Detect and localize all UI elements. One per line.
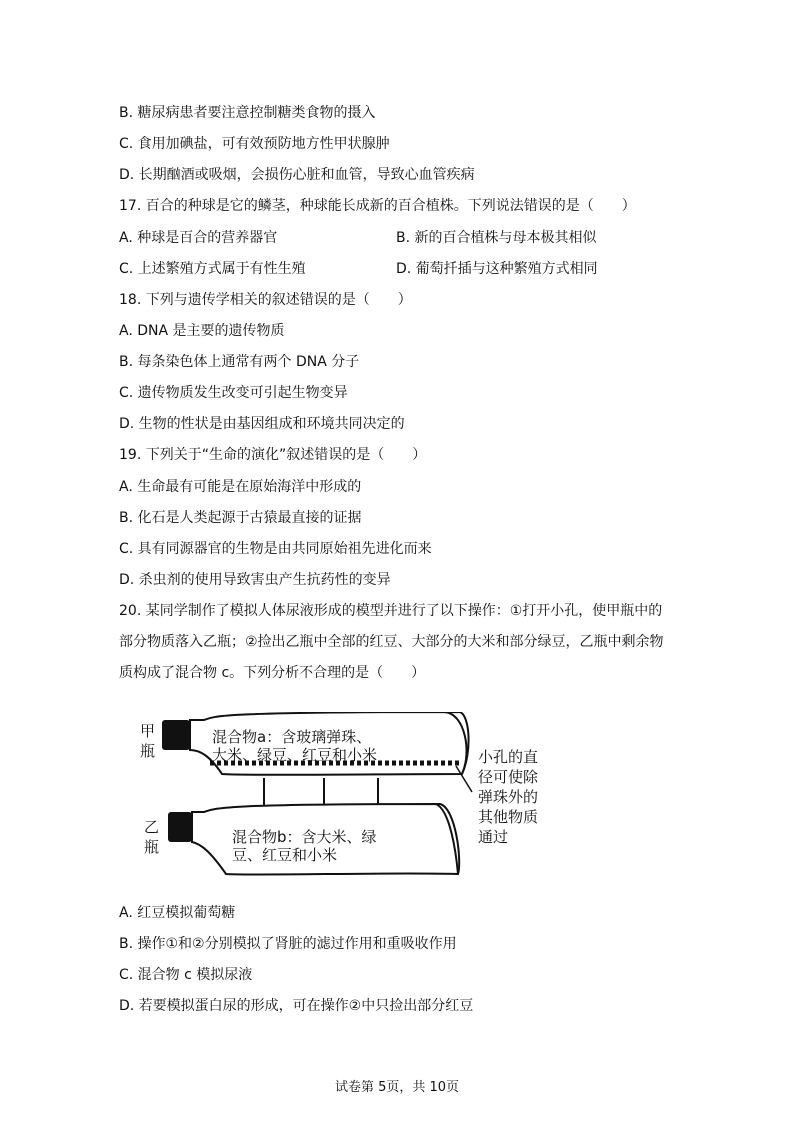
bottle-a — [140, 712, 469, 775]
q20-option-b: B. 操作①和②分别模拟了肾脏的滤过作用和重吸收作用 — [119, 936, 457, 952]
mixture-a-line2: 大米、绿豆、红豆和小米 — [212, 746, 378, 764]
bottle-a-label-1: 甲 — [140, 722, 156, 740]
q18-stem: 18. 下列与遗传学相关的叙述错误的是（ ） — [119, 292, 412, 308]
q18-option-a: A. DNA 是主要的遗传物质 — [119, 323, 285, 339]
bottle-b-label-2: 瓶 — [144, 838, 160, 856]
q19-option-d: D. 杀虫剂的使用导致害虫产生抗药性的变异 — [119, 572, 391, 588]
bottle-b-label-1: 乙 — [144, 818, 160, 836]
q20-stem-line3: 质构成了混合物 c。下列分析不合理的是（ ） — [119, 665, 426, 681]
q18-option-c: C. 遗传物质发生改变可引起生物变异 — [119, 385, 348, 401]
q16-option-d: D. 长期酗酒或吸烟，会损伤心脏和血管，导致心血管疾病 — [119, 167, 475, 183]
q20-stem-line1: 20. 某同学制作了模拟人体尿液形成的模型并进行了以下操作：①打开小孔，使甲瓶中的 — [119, 603, 663, 619]
bottle-a-cap — [162, 720, 190, 750]
q20-option-c: C. 混合物 c 模拟尿液 — [119, 967, 253, 983]
bottle-b — [144, 804, 459, 875]
q18-option-d: D. 生物的性状是由基因组成和环境共同决定的 — [119, 416, 405, 432]
mixture-a-line1: 混合物a：含玻璃弹珠、 — [212, 728, 372, 746]
mixture-b-line2: 豆、红豆和小米 — [232, 846, 338, 864]
q19-stem: 19. 下列关于“生命的演化”叙述错误的是（ ） — [119, 447, 427, 463]
q19-option-c: C. 具有同源器官的生物是由共同原始祖先进化而来 — [119, 541, 432, 557]
hole-note-line1: 小孔的直 — [478, 748, 539, 766]
q19-option-b: B. 化石是人类起源于古猿最直接的证据 — [119, 510, 362, 526]
hole-note-line5: 通过 — [478, 828, 509, 846]
q20-option-a: A. 红豆模拟葡萄糖 — [119, 905, 236, 921]
q19-option-a: A. 生命最有可能是在原始海洋中形成的 — [119, 479, 362, 495]
q17-stem: 17. 百合的种球是它的鳞茎，种球能长成新的百合植株。下列说法错误的是（ ） — [119, 198, 636, 214]
bottle-a-label-2: 瓶 — [140, 742, 156, 760]
hole-note-line2: 径可使除 — [478, 768, 539, 786]
q17-option-d: D. 葡萄扦插与这种繁殖方式相同 — [396, 261, 598, 277]
mixture-b-line1: 混合物b：含大米、绿 — [232, 828, 377, 846]
q20-option-d: D. 若要模拟蛋白尿的形成，可在操作②中只捡出部分红豆 — [119, 998, 474, 1014]
q18-option-b: B. 每条染色体上通常有两个 DNA 分子 — [119, 354, 360, 370]
hole-note-line4: 其他物质 — [478, 808, 539, 826]
hole-note-line3: 弹珠外的 — [478, 788, 539, 806]
q16-option-b: B. 糖尿病患者要注意控制糖类食物的摄入 — [119, 105, 376, 121]
bottle-b-cap — [168, 812, 192, 842]
q17-option-b: B. 新的百合植株与母本极其相似 — [396, 230, 597, 246]
q20-stem-line2: 部分物质落入乙瓶；②捡出乙瓶中全部的红豆、大部分的大米和部分绿豆，乙瓶中剩余物 — [119, 634, 664, 650]
urine-model-diagram — [140, 712, 580, 878]
q17-option-c: C. 上述繁殖方式属于有性生殖 — [119, 261, 306, 277]
q17-option-a: A. 种球是百合的营养器官 — [119, 230, 278, 246]
q16-option-c: C. 食用加碘盐，可有效预防地方性甲状腺肿 — [119, 136, 390, 152]
page-footer: 试卷第 5页，共 10页 — [334, 1080, 460, 1095]
